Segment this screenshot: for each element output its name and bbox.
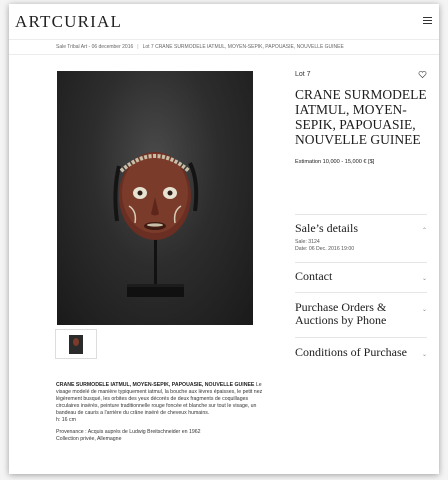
conditions-section[interactable] [295,346,427,359]
skull-artwork-image [57,71,253,325]
site-header [9,4,439,34]
chevron-down-icon[interactable]: ⌄ [421,276,427,282]
sale-details-title[interactable]: Sale’s details [295,221,358,235]
page-frame [9,4,439,474]
chevron-down-icon[interactable]: ⌄ [421,352,427,358]
sale-number: Sale: 3124 [295,239,320,245]
purchase-orders-section[interactable] [295,301,427,327]
breadcrumb-sale-link[interactable]: Sale Tribal Art - 06 december 2016 [56,44,134,50]
chevron-up-icon[interactable]: ⌃ [421,228,427,234]
description-text: Le visage modelé de manière typiquement iatmul, la bouche aux lèvres épaisses, le petit nez légèrement busqué, les orbites des yeux décorés de deux fragments de coquillages circulaires insérés, peinture traditionnelle rouge foncée et blanche sur tout le visage, un bandeau de cauris a l'arrière du crâne inséré de cheveux humains. [56,382,263,416]
description-collection: Collection privée, Allemagne [56,436,122,442]
purchase-orders-title[interactable]: Purchase Orders & Auctions by Phone [295,300,387,327]
conditions-title[interactable]: Conditions of Purchase [295,345,407,359]
lot-number: Lot 7 [295,71,311,78]
lot-main-image[interactable] [57,71,253,325]
divider [295,262,427,263]
lot-title: CRANE SURMODELE IATMUL, MOYEN-SEPIK, PAPOUASIE, NOUVELLE GUINEE [295,87,427,147]
hamburger-menu-icon[interactable] [423,17,432,24]
artcurial-logo[interactable]: ARTCURIAL [15,12,123,31]
divider [295,292,427,293]
lot-info-panel [295,71,427,165]
breadcrumb-lot: Lot 7 CRANE SURMODELE IATMUL, MOYEN-SEPIK, PAPOUASIE, NOUVELLE GUINEE [142,44,344,50]
description-height: h: 16 cm [56,417,76,423]
lot-estimate: Estimation 10,000 - 15,000 € [$] [295,159,375,165]
description-title: CRANE SURMODELE IATMUL, MOYEN-SEPIK, PAPOUASIE, NOUVELLE GUINEE [56,382,255,388]
sale-date: Date: 06 Dec. 2016 19:00 [295,246,355,252]
breadcrumb [9,39,439,55]
lot-description [56,382,266,448]
thumbnail-image [69,335,83,354]
chevron-down-icon[interactable]: ⌄ [421,307,427,313]
contact-section[interactable] [295,270,427,283]
divider [295,337,427,338]
contact-title[interactable]: Contact [295,269,333,283]
description-provenance: Provenance : Acquis auprès de Ludwig Breitschneider en 1962 [56,429,201,435]
heart-icon[interactable] [418,70,427,79]
divider [295,214,427,215]
image-thumbnail[interactable] [55,329,97,359]
breadcrumb-separator: | [137,44,139,50]
sale-details-section[interactable] [295,222,427,253]
